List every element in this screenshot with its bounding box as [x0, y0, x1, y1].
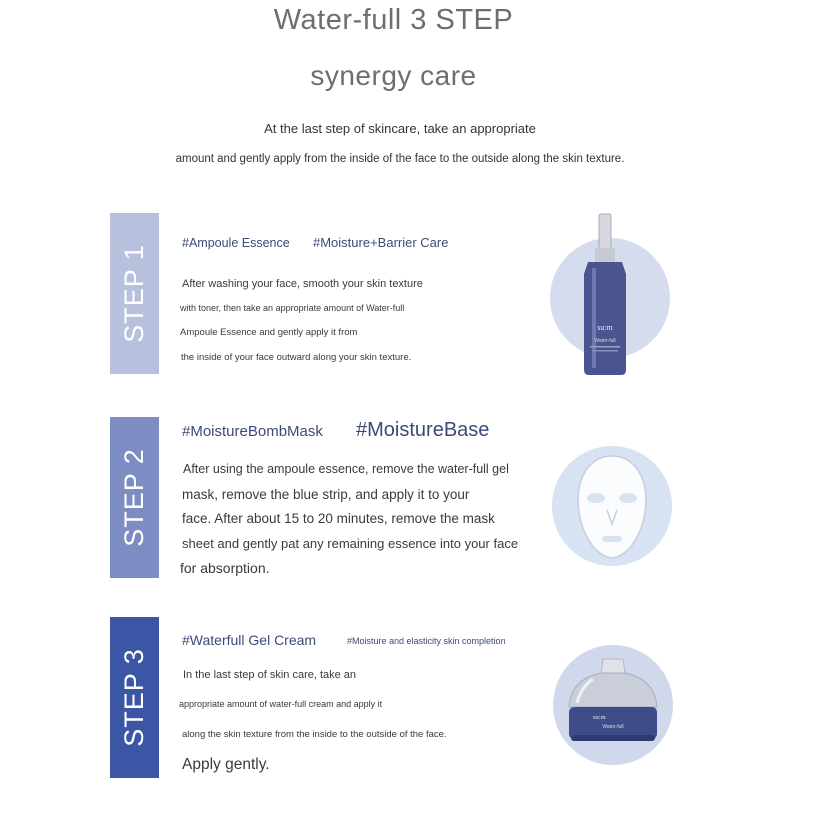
- step-1-text-line-2: with toner, then take an appropriate amount of Water-full: [180, 303, 405, 313]
- step-1-tag-2: #Moisture+Barrier Care: [313, 235, 449, 250]
- intro-text-line-2: amount and gently apply from the inside of the face to the outside along the skin texture.: [175, 153, 625, 165]
- step-2-text-line-4: sheet and gently pat any remaining essence into your face: [182, 536, 519, 551]
- bottle-brand-text: su:m: [597, 323, 613, 332]
- intro-text-line-1: At the last step of skincare, take an appropriate: [264, 121, 536, 136]
- step-2-label-bar: [110, 417, 159, 578]
- step-3-label: STEP 3: [119, 648, 149, 747]
- step-1-text-line-4: the inside of your face outward along your skin texture.: [181, 352, 412, 363]
- jar-product-text: Water-full: [602, 724, 624, 730]
- step-1-label: STEP 1: [119, 244, 149, 343]
- sheet-mask-icon: [572, 452, 652, 562]
- page-subtitle: synergy care: [310, 60, 477, 91]
- step-3-text-line-2: appropriate amount of water-full cream and apply it: [179, 699, 383, 709]
- cream-jar-icon: [563, 655, 663, 750]
- step-3-tag-1: #Waterfull Gel Cream: [182, 632, 317, 648]
- step-2-text-line-1: After using the ampoule essence, remove the water-full gel: [183, 462, 509, 476]
- step-2-text-line-5: for absorption.: [180, 560, 270, 576]
- step-3-text-line-3: along the skin texture from the inside to the outside of the face.: [182, 729, 447, 740]
- step-1-tag-1: #Ampoule Essence: [182, 236, 290, 250]
- step-1-text-line-3: Ampoule Essence and gently apply it from: [180, 327, 358, 338]
- step-2-text-line-2: mask, remove the blue strip, and apply it to your: [182, 487, 470, 502]
- step-3-label-bar: [110, 617, 159, 778]
- page-title: Water-full 3 STEP: [273, 4, 514, 36]
- step-3-tag-2: #Moisture and elasticity skin completion: [347, 636, 506, 646]
- jar-brand-text: su:m: [593, 714, 606, 721]
- step-3-text-line-4: Apply gently.: [182, 756, 270, 773]
- bottle-product-text: Water-full: [594, 338, 616, 344]
- step-2-tag-2: #MoistureBase: [356, 419, 490, 441]
- step-3-text-line-1: In the last step of skin care, take an: [183, 669, 357, 681]
- step-2-text-line-3: face. After about 15 to 20 minutes, remove the mask: [182, 511, 495, 526]
- step-2-label: STEP 2: [119, 448, 149, 547]
- ampoule-bottle-icon: [570, 212, 640, 377]
- step-1-text-line-1: After washing your face, smooth your skin texture: [182, 278, 423, 290]
- step-1-label-bar: [110, 213, 159, 374]
- step-2-tag-1: #MoistureBombMask: [182, 423, 323, 440]
